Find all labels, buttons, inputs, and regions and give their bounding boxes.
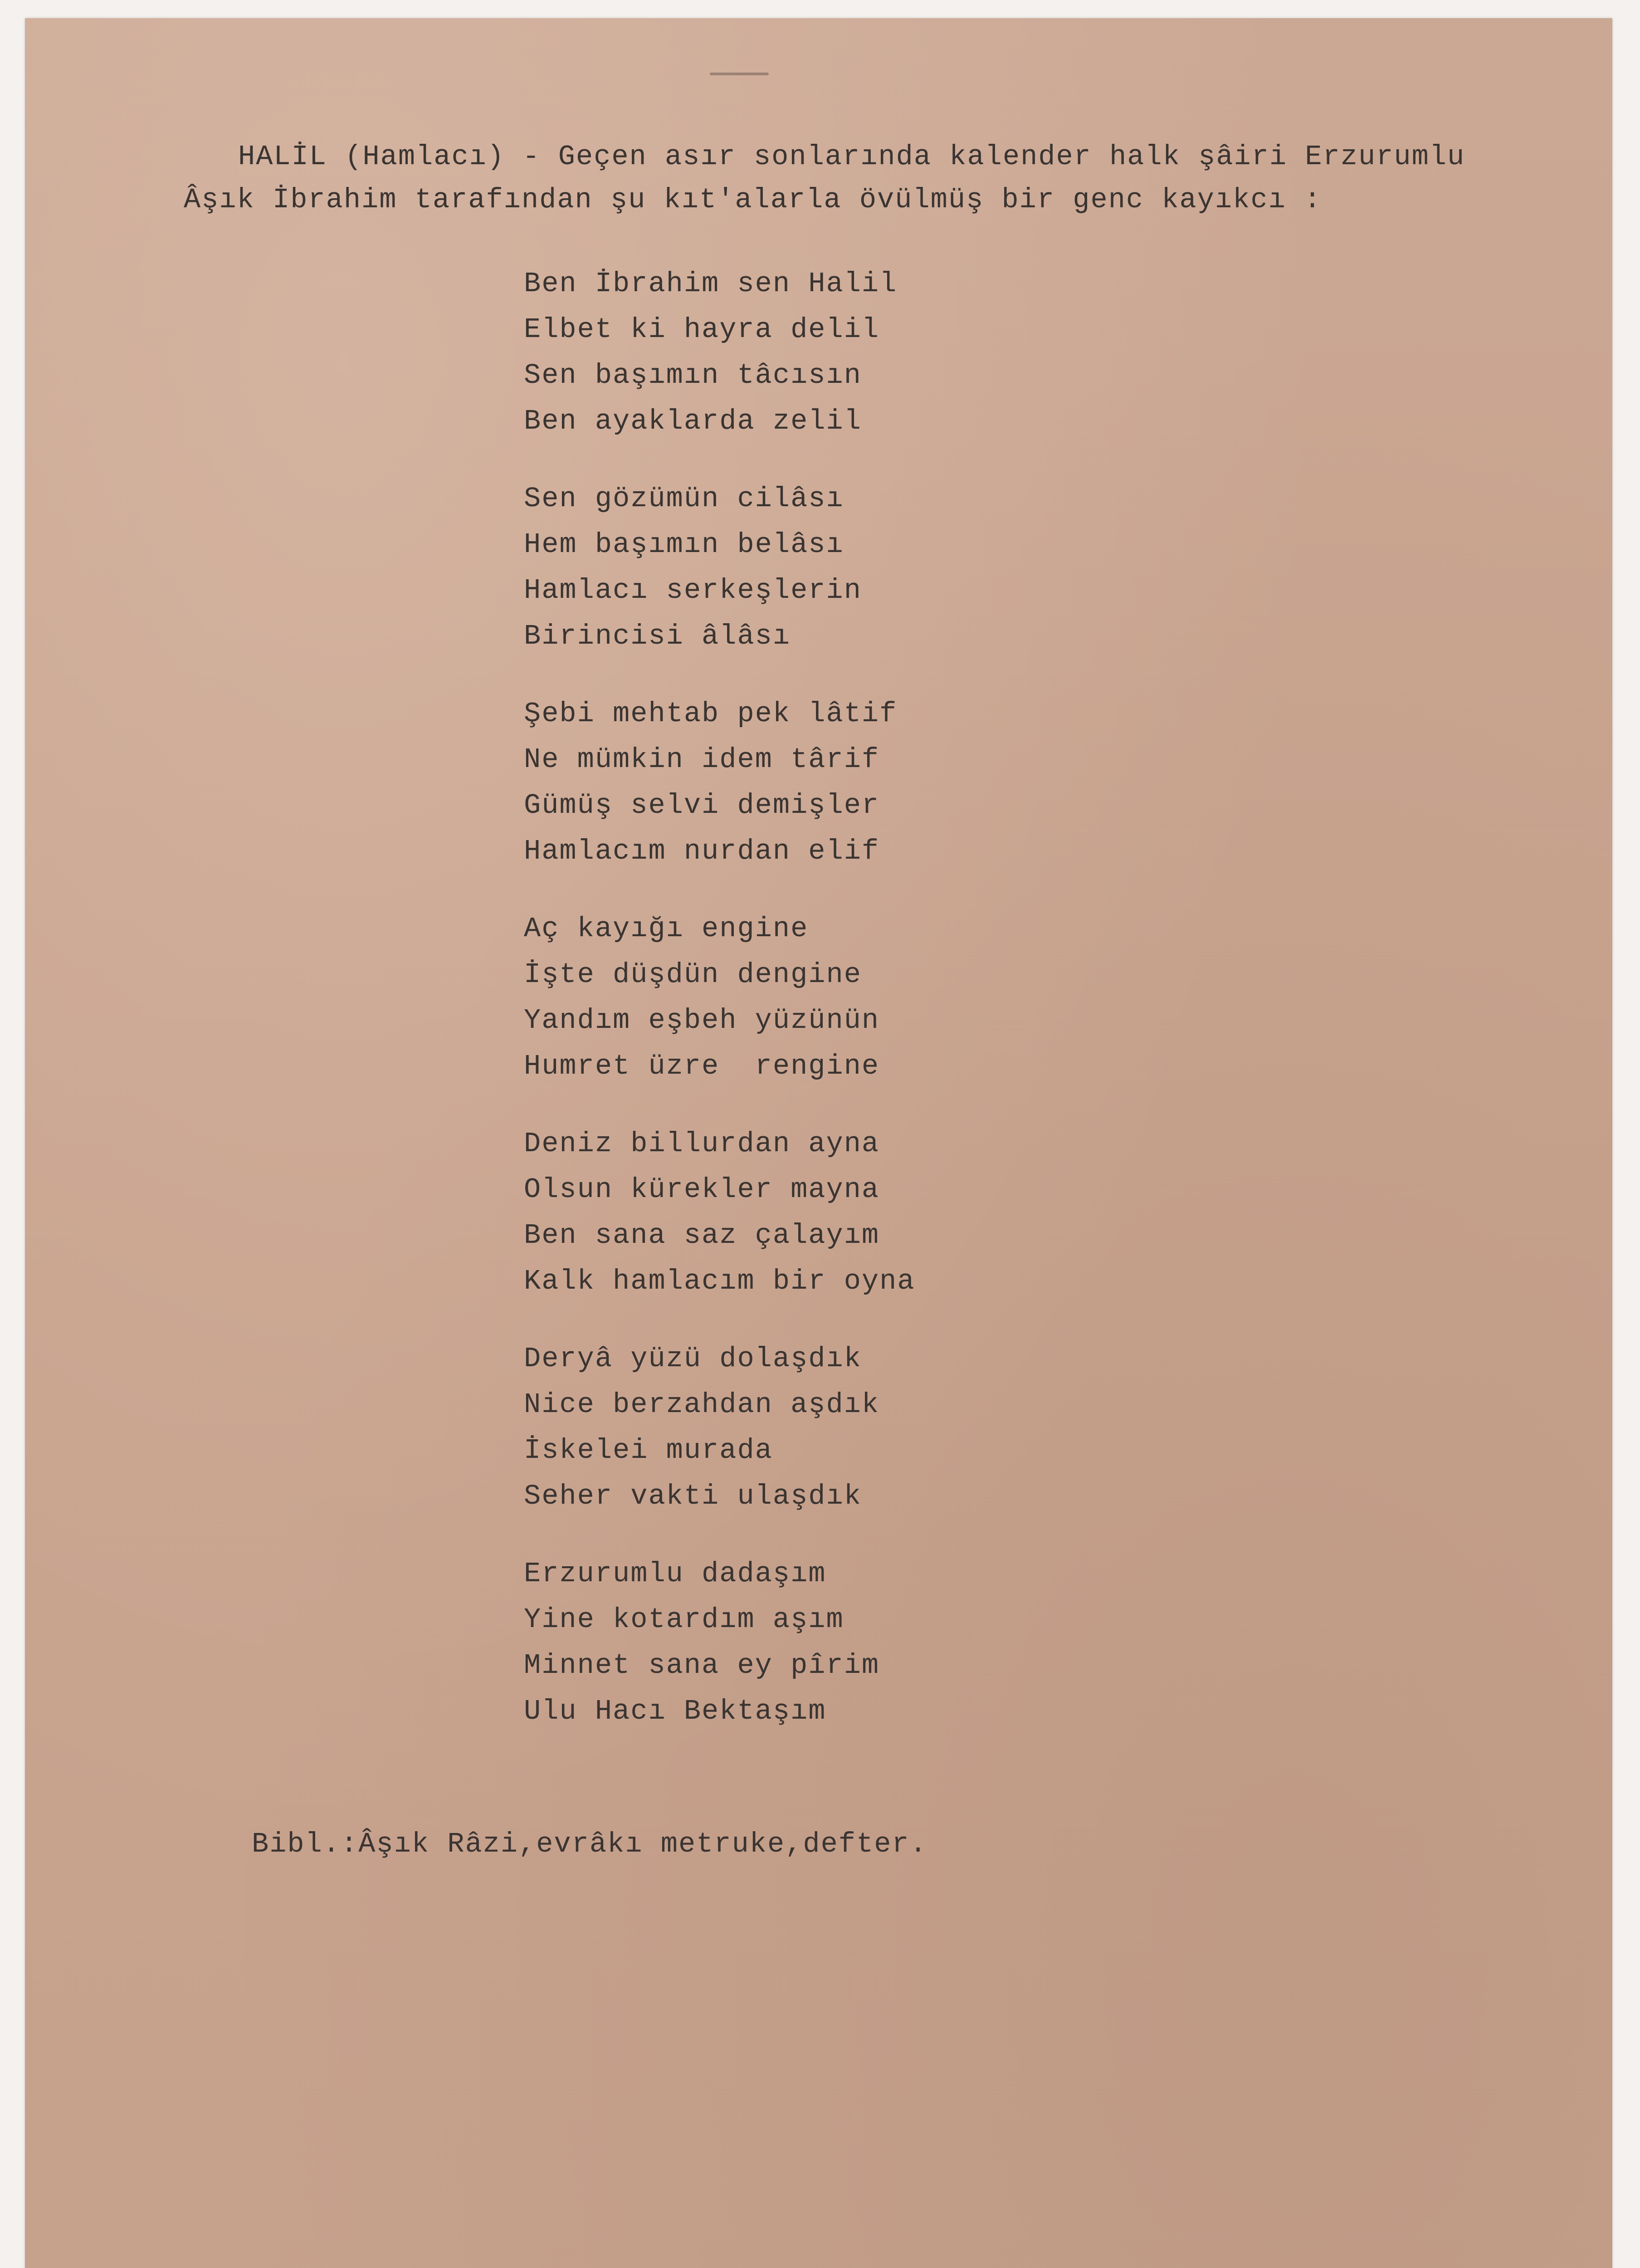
stanza-1 [524,261,915,444]
stanza-2 [524,476,915,659]
poem-line: Deniz billurdan ayna [524,1128,880,1160]
poem-line: Sen başımın tâcısın [524,359,862,391]
stanza-6 [524,1336,915,1519]
poem-line: Minnet sana ey pîrim [524,1649,880,1681]
stanza-3 [524,691,915,874]
poem-line: Hem başımın belâsı [524,528,844,561]
poem-line: Yandım eşbeh yüzünün [524,1004,880,1036]
stanza-5 [524,1121,915,1304]
poem-line: Yine kotardım aşım [524,1603,844,1636]
poem-line: Gümüş selvi demişler [524,789,880,821]
poem-line: Elbet ki hayra delil [524,313,880,346]
poem-line: Aç kayığı engine [524,913,809,945]
poem-line: Seher vakti ulaşdık [524,1480,862,1512]
poem-line: Ne mümkin idem târif [524,743,880,776]
stanza-7 [524,1551,915,1734]
poem-line: Hamlacım nurdan elif [524,835,880,867]
intro-line-2: Âşık İbrahim tarafından şu kıt'alarla övülmüş bir genc kayıkcı : [184,184,1322,216]
poem-line: Olsun kürekler mayna [524,1173,880,1206]
poem-line: Sen gözümün cilâsı [524,483,844,515]
poem-line: Ulu Hacı Bektaşım [524,1695,826,1727]
poem-line: İşte düşdün dengine [524,958,862,991]
poem-line: Erzurumlu dadaşım [524,1558,826,1590]
page-mark [710,73,769,75]
bibliography: Bibl.:Âşık Râzi,evrâkı metruke,defter. [252,1828,927,1860]
poem-line: Deryâ yüzü dolaşdık [524,1343,862,1375]
poem-line: Humret üzre rengine [524,1050,880,1082]
poem-line: Ben ayaklarda zelil [524,405,862,437]
poem-line: Ben İbrahim sen Halil [524,268,898,300]
intro-line-1: HALİL (Hamlacı) - Geçen asır sonlarında kalender halk şâiri Erzurumlu [238,141,1465,173]
poem-line: Hamlacı serkeşlerin [524,574,862,606]
paper-sheet [25,18,1612,2268]
stanza-4 [524,906,915,1089]
poem-line: İskelei murada [524,1434,773,1466]
poem [524,261,915,1766]
poem-line: Nice berzahdan aşdık [524,1388,880,1421]
poem-line: Birincisi âlâsı [524,620,791,652]
poem-line: Şebi mehtab pek lâtif [524,698,898,730]
poem-line: Ben sana saz çalayım [524,1219,880,1251]
poem-line: Kalk hamlacım bir oyna [524,1265,915,1297]
